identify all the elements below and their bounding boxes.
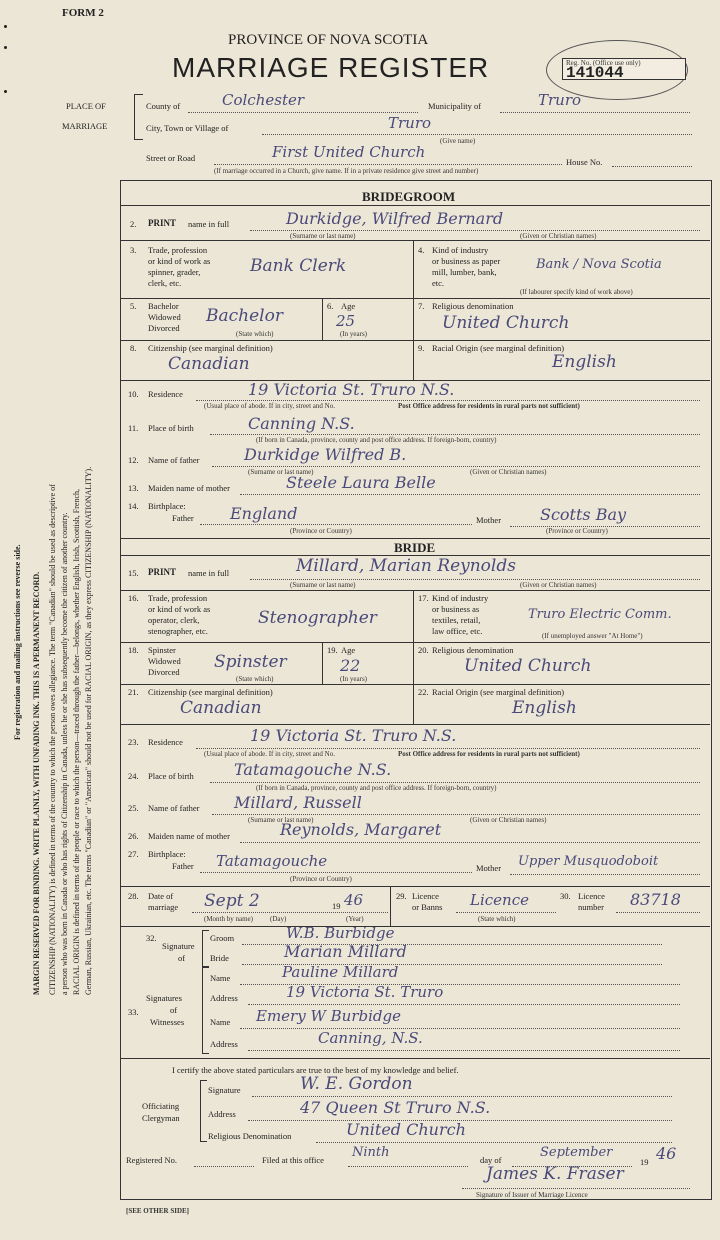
groom-label: Groom	[210, 933, 235, 943]
house-line	[612, 166, 692, 167]
rule	[210, 782, 700, 783]
rule	[120, 1058, 710, 1059]
f18-label-2: Widowed	[148, 656, 181, 666]
f14-mother-label: Mother	[476, 515, 502, 525]
clergy-address-label: Address	[208, 1109, 236, 1119]
f14-father-label: Father	[172, 513, 194, 523]
registered-no-label: Registered No.	[126, 1155, 177, 1165]
page-title: MARRIAGE REGISTER	[172, 52, 490, 83]
f10-sub-2: Post Office address for residents in rural parts not sufficient)	[398, 402, 580, 410]
f20-label: Religious denomination	[432, 645, 514, 655]
licence-number: 83718	[630, 890, 681, 909]
bride-mother-birthplace: Upper Musquodoboit	[518, 854, 659, 869]
filed-year-prefix: 19	[640, 1157, 649, 1167]
rule	[120, 684, 710, 685]
rule	[413, 340, 414, 380]
f9-num: 9.	[418, 343, 425, 353]
rule	[120, 205, 710, 206]
rule	[212, 466, 700, 467]
groom-citizenship: Canadian	[168, 354, 250, 374]
rule	[120, 926, 710, 927]
bride-occupation: Stenographer	[258, 608, 377, 628]
groom-signature: W.B. Burbidge	[286, 924, 395, 942]
binding-hole	[4, 46, 7, 49]
place-label-1: PLACE OF	[66, 101, 106, 111]
f15-num: 15.	[128, 568, 139, 578]
f19-sub: (In years)	[340, 675, 368, 683]
groom-father: Durkidge Wilfred B.	[244, 445, 407, 464]
rule	[210, 434, 700, 435]
groom-father-birthplace: England	[230, 504, 298, 523]
clergy-signature-label: Signature	[208, 1085, 241, 1095]
rule	[316, 1142, 672, 1143]
f33-label-3: Witnesses	[150, 1017, 185, 1027]
rule	[120, 642, 710, 643]
clergy-signature: W. E. Gordon	[300, 1074, 413, 1094]
f3-label-3: spinner, grader,	[148, 267, 201, 277]
f2-sub-1: (Surname or last name)	[290, 232, 356, 240]
f30-label-1: Licence	[578, 891, 605, 901]
witness-1-address-label: Address	[210, 993, 238, 1003]
f15-label: name in full	[188, 568, 230, 578]
groom-industry: Bank / Nova Scotia	[536, 257, 662, 272]
filed-month: September	[540, 1145, 613, 1160]
rule	[390, 886, 391, 926]
rule	[616, 912, 700, 913]
f2-print: PRINT	[148, 218, 177, 228]
witness-1-name-label: Name	[210, 973, 231, 983]
groom-mother: Steele Laura Belle	[286, 473, 436, 492]
rule	[120, 886, 710, 887]
f4-label-4: etc.	[432, 278, 445, 288]
margin-note-1: For registration and mailing instructions see reverse side.	[13, 544, 22, 740]
rule	[192, 912, 388, 913]
f2-line	[250, 230, 700, 231]
witness-2-address-label: Address	[210, 1039, 238, 1049]
f29-label-2: or Banns	[412, 902, 443, 912]
reg-no: 141044	[566, 64, 624, 82]
f17-label-3: textiles, retail,	[432, 615, 481, 625]
f29-label-1: Licence	[412, 891, 439, 901]
groom-age: 25	[336, 312, 356, 330]
rule	[196, 748, 700, 749]
bride-racial-origin: English	[512, 698, 577, 718]
f5-num: 5.	[130, 301, 137, 311]
rule	[120, 340, 710, 341]
witness-2-name-label: Name	[210, 1017, 231, 1027]
rule	[322, 298, 323, 340]
f16-label-1: Trade, profession	[148, 593, 208, 603]
bride-citizenship: Canadian	[180, 698, 262, 718]
f14-sub-2: (Province or Country)	[546, 527, 608, 535]
clergy-religion: United Church	[346, 1120, 466, 1139]
street-value: First United Church	[272, 143, 426, 161]
binding-hole	[4, 90, 7, 93]
county-line	[188, 112, 418, 113]
groom-residence: 19 Victoria St. Truro N.S.	[248, 380, 455, 399]
f28-label-1: Date of	[148, 891, 174, 901]
f17-label-2: or business as	[432, 604, 480, 614]
bridegroom-heading: BRIDEGROOM	[362, 189, 456, 204]
rule	[120, 298, 710, 299]
bride-signature: Marian Millard	[284, 942, 407, 961]
rule	[212, 814, 700, 815]
f18-sub: (State which)	[236, 675, 274, 683]
clergy-label-2: Clergyman	[142, 1113, 180, 1123]
rule	[248, 1050, 680, 1051]
rule	[456, 912, 556, 913]
bride-birthplace: Tatamagouche N.S.	[234, 760, 392, 779]
f25-sub-1: (Surname or last name)	[248, 816, 314, 824]
province-heading: PROVINCE OF NOVA SCOTIA	[228, 32, 429, 48]
f26-num: 26.	[128, 831, 139, 841]
county-label: County of	[146, 101, 181, 111]
bride-label: Bride	[210, 953, 229, 963]
f14-sub-1: (Province or Country)	[290, 527, 352, 535]
binding-hole	[4, 25, 7, 28]
place-bracket	[134, 94, 143, 140]
rule	[120, 538, 710, 539]
f15-print: PRINT	[148, 567, 177, 577]
clergy-religion-label: Religious Denomination	[208, 1131, 292, 1141]
f7-num: 7.	[418, 301, 425, 311]
city-value: Truro	[388, 114, 432, 132]
margin-note-5: RACIAL ORIGIN is defined in terms of the people or race to which the person—traced through the father—belongs, whether English, Irish, Scottish, French,	[72, 488, 81, 995]
f18-label-1: Spinster	[148, 645, 176, 655]
groom-birthplace: Canning N.S.	[248, 414, 355, 433]
rule	[120, 240, 710, 241]
f14-label: Birthplace:	[148, 501, 186, 511]
f18-label-3: Divorced	[148, 667, 180, 677]
f12-sub-2: (Given or Christian names)	[470, 468, 547, 476]
witness-1-address: 19 Victoria St. Truro	[286, 983, 444, 1001]
street-line	[214, 164, 562, 165]
witness-2-name: Emery W Burbidge	[256, 1007, 401, 1025]
f6-num: 6.	[327, 301, 334, 311]
rule	[240, 1028, 680, 1029]
f32-bracket	[202, 930, 209, 968]
f23-num: 23.	[128, 737, 139, 747]
f8-label: Citizenship (see marginal definition)	[148, 343, 273, 353]
f17-sub: (If unemployed answer "At Home")	[542, 632, 643, 640]
f5-label-2: Widowed	[148, 312, 181, 322]
f2-sub-2: (Given or Christian names)	[520, 232, 597, 240]
licence-or-banns: Licence	[470, 891, 529, 909]
bride-father: Millard, Russell	[234, 793, 362, 812]
f9-label: Racial Origin (see marginal definition)	[432, 343, 565, 353]
f3-label-4: clerk, etc.	[148, 278, 182, 288]
f2-num: 2.	[130, 219, 137, 229]
f25-num: 25.	[128, 803, 139, 813]
city-line	[262, 134, 692, 135]
f17-label-4: law office, etc.	[432, 626, 483, 636]
f27-label: Birthplace:	[148, 849, 186, 859]
bride-heading: BRIDE	[394, 540, 436, 555]
rule	[413, 684, 414, 724]
rule	[510, 874, 700, 875]
groom-status: Bachelor	[206, 306, 283, 326]
f29-num: 29.	[396, 891, 407, 901]
f18-num: 18.	[128, 645, 139, 655]
margin-note-3: CITIZENSHIP (NATIONALITY) is defined in terms of the country to which the person owes allegiance. The term "Canadian" should be used as descriptive of	[48, 484, 57, 995]
f20-num: 20.	[418, 645, 429, 655]
bride-religion: United Church	[464, 656, 592, 676]
f24-label: Place of birth	[148, 771, 194, 781]
f5-label-1: Bachelor	[148, 301, 179, 311]
f30-num: 30.	[560, 891, 571, 901]
f16-label-4: stenographer, etc.	[148, 626, 208, 636]
f28-num: 28.	[128, 891, 139, 901]
f33-label-2: of	[170, 1005, 178, 1015]
f16-num: 16.	[128, 593, 139, 603]
issuer-signature: James K. Fraser	[486, 1164, 624, 1184]
f21-label: Citizenship (see marginal definition)	[148, 687, 273, 697]
rule	[348, 1166, 468, 1167]
bride-status: Spinster	[214, 652, 287, 672]
f33-bracket	[202, 966, 209, 1054]
f27-father-label: Father	[172, 861, 194, 871]
groom-occupation: Bank Clerk	[250, 256, 347, 276]
rule	[250, 579, 700, 580]
bride-industry: Truro Electric Comm.	[528, 607, 672, 622]
f28-sub-2: (Day)	[270, 915, 287, 923]
form-number: FORM 2	[62, 7, 104, 19]
witness-2-address: Canning, N.S.	[318, 1029, 423, 1047]
f32-label-2: of	[178, 953, 186, 963]
f23-sub-2: Post Office address for residents in rural parts not sufficient)	[398, 750, 580, 758]
bride-name: Millard, Marian Reynolds	[296, 556, 516, 576]
f33-num: 33.	[128, 1007, 139, 1017]
f3-label-2: or kind of work as	[148, 256, 211, 266]
rule	[248, 1004, 680, 1005]
rule	[322, 642, 323, 684]
f32-num: 32.	[146, 933, 157, 943]
f24-num: 24.	[128, 771, 139, 781]
place-label-2: MARRIAGE	[62, 121, 108, 131]
municipality-value: Truro	[538, 91, 582, 109]
county-value: Colchester	[222, 91, 305, 109]
clergy-address: 47 Queen St Truro N.S.	[300, 1098, 491, 1117]
f19-label: Age	[341, 645, 356, 655]
reg-no-label: Reg. No. (Office use only)	[566, 59, 641, 67]
rule	[196, 400, 700, 401]
f12-label: Name of father	[148, 455, 200, 465]
f4-label-1: Kind of industry	[432, 245, 489, 255]
rule	[413, 590, 414, 642]
f17-label-1: Kind of industry	[432, 593, 489, 603]
f25-sub-2: (Given or Christian names)	[470, 816, 547, 824]
issuer-label: Signature of Issuer of Marriage Licence	[476, 1191, 588, 1199]
f24-sub: (If born in Canada, province, county and post office address. If foreign-born, country)	[256, 784, 497, 792]
city-label: City, Town or Village of	[146, 123, 229, 133]
municipality-label: Municipality of	[428, 101, 482, 111]
rule	[200, 524, 472, 525]
f28-sub-3: (Year)	[346, 915, 364, 923]
house-label: House No.	[566, 157, 603, 167]
rule	[200, 872, 472, 873]
filed-year: 46	[656, 1144, 677, 1163]
f6-sub: (In years)	[340, 330, 368, 338]
f27-num: 27.	[128, 849, 139, 859]
groom-racial-origin: English	[552, 352, 617, 372]
f3-num: 3.	[130, 245, 137, 255]
f12-sub-1: (Surname or last name)	[248, 468, 314, 476]
f11-label: Place of birth	[148, 423, 194, 433]
f32-label-1: Signature	[162, 941, 195, 951]
rule	[413, 298, 414, 340]
f11-num: 11.	[128, 423, 139, 433]
f6-label: Age	[341, 301, 356, 311]
bride-residence: 19 Victoria St. Truro N.S.	[250, 726, 457, 745]
f3-label-1: Trade, profession	[148, 245, 208, 255]
f5-label-3: Divorced	[148, 323, 180, 333]
f23-sub-1: (Usual place of abode. If in city, street and No.	[204, 750, 335, 758]
f13-num: 13.	[128, 483, 139, 493]
f22-label: Racial Origin (see marginal definition)	[432, 687, 565, 697]
f4-label-2: or business as paper	[432, 256, 501, 266]
f27-sub: (Province or Country)	[290, 875, 352, 883]
street-label: Street or Road	[146, 153, 196, 163]
margin-note-4: a person who was born in Canada or who has rights of Citizenship in Canada, unless he or she has subsequently become the citizen of another country.	[60, 512, 69, 995]
f28-label-2: marriage	[148, 902, 179, 912]
f28-sub-1: (Month by name)	[204, 915, 253, 923]
rule	[413, 240, 414, 298]
f16-label-3: operator, clerk,	[148, 615, 200, 625]
f16-label-2: or kind of work as	[148, 604, 211, 614]
margin-note-2: MARGIN RESERVED FOR BINDING. WRITE PLAINLY, WITH UNFADING INK. THIS IS A PERMANENT RECORD.	[32, 571, 41, 995]
f13-label: Maiden name of mother	[148, 483, 230, 493]
marriage-date: Sept 2	[204, 891, 260, 911]
f10-num: 10.	[128, 389, 139, 399]
f30-label-2: number	[578, 902, 604, 912]
f27-mother-label: Mother	[476, 863, 502, 873]
f10-label: Residence	[148, 389, 183, 399]
rule	[240, 494, 700, 495]
f33-label-1: Signatures	[146, 993, 182, 1003]
municipality-line	[500, 112, 690, 113]
certify-statement: I certify the above stated particulars are true to the best of my knowledge and belief.	[172, 1065, 459, 1075]
f4-label-3: mill, lumber, bank,	[432, 267, 497, 277]
rule	[240, 842, 700, 843]
clergy-label-1: Officiating	[142, 1101, 180, 1111]
rule	[413, 642, 414, 684]
rule	[120, 590, 710, 591]
rule	[252, 1096, 672, 1097]
f23-label: Residence	[148, 737, 183, 747]
rule	[120, 724, 710, 725]
rule	[194, 1166, 254, 1167]
groom-mother-birthplace: Scotts Bay	[540, 505, 627, 524]
f7-label: Religious denomination	[432, 301, 514, 311]
street-note: (If marriage occurred in a Church, give name. If in a private residence give street and number)	[214, 167, 479, 175]
f12-num: 12.	[128, 455, 139, 465]
f28-year-prefix: 19	[332, 901, 341, 911]
witness-1-name: Pauline Millard	[282, 963, 399, 981]
f17-num: 17.	[418, 593, 429, 603]
f8-num: 8.	[130, 343, 137, 353]
rule	[462, 1188, 690, 1189]
bride-mother: Reynolds, Margaret	[280, 820, 442, 839]
f29-sub: (State which)	[478, 915, 516, 923]
f11-sub: (If born in Canada, province, county and post office address. If foreign-born, country)	[256, 436, 497, 444]
f22-num: 22.	[418, 687, 429, 697]
f10-sub-1: (Usual place of abode. If in city, street and No.	[204, 402, 335, 410]
f14-num: 14.	[128, 501, 139, 511]
clergy-bracket	[200, 1080, 207, 1142]
f15-sub-2: (Given or Christian names)	[520, 581, 597, 589]
marriage-year: 46	[344, 891, 364, 909]
f5-sub: (State which)	[236, 330, 274, 338]
bride-father-birthplace: Tatamagouche	[216, 852, 328, 870]
f25-label: Name of father	[148, 803, 200, 813]
f19-num: 19.	[327, 645, 338, 655]
groom-religion: United Church	[442, 313, 570, 333]
margin-note-6: German, Russian, Ukrainian, etc. The terms "Canadian" or "American" should not be used for RACIAL ORIGIN, as they express CITIZENSHIP (NATIONALITY).	[84, 466, 93, 995]
f21-num: 21.	[128, 687, 139, 697]
groom-name: Durkidge, Wilfred Bernard	[286, 209, 504, 228]
f26-label: Maiden name of mother	[148, 831, 230, 841]
f2-label: name in full	[188, 219, 230, 229]
f4-sub: (If labourer specify kind of work above)	[520, 288, 633, 296]
see-other-side: [SEE OTHER SIDE]	[126, 1207, 190, 1215]
f4-num: 4.	[418, 245, 425, 255]
day-of-label: day of	[480, 1155, 502, 1165]
give-name-note: (Give name)	[440, 137, 476, 145]
filed-label: Filed at this office	[262, 1155, 324, 1165]
f15-sub-1: (Surname or last name)	[290, 581, 356, 589]
bride-age: 22	[340, 656, 361, 675]
filed-day: Ninth	[352, 1145, 390, 1160]
